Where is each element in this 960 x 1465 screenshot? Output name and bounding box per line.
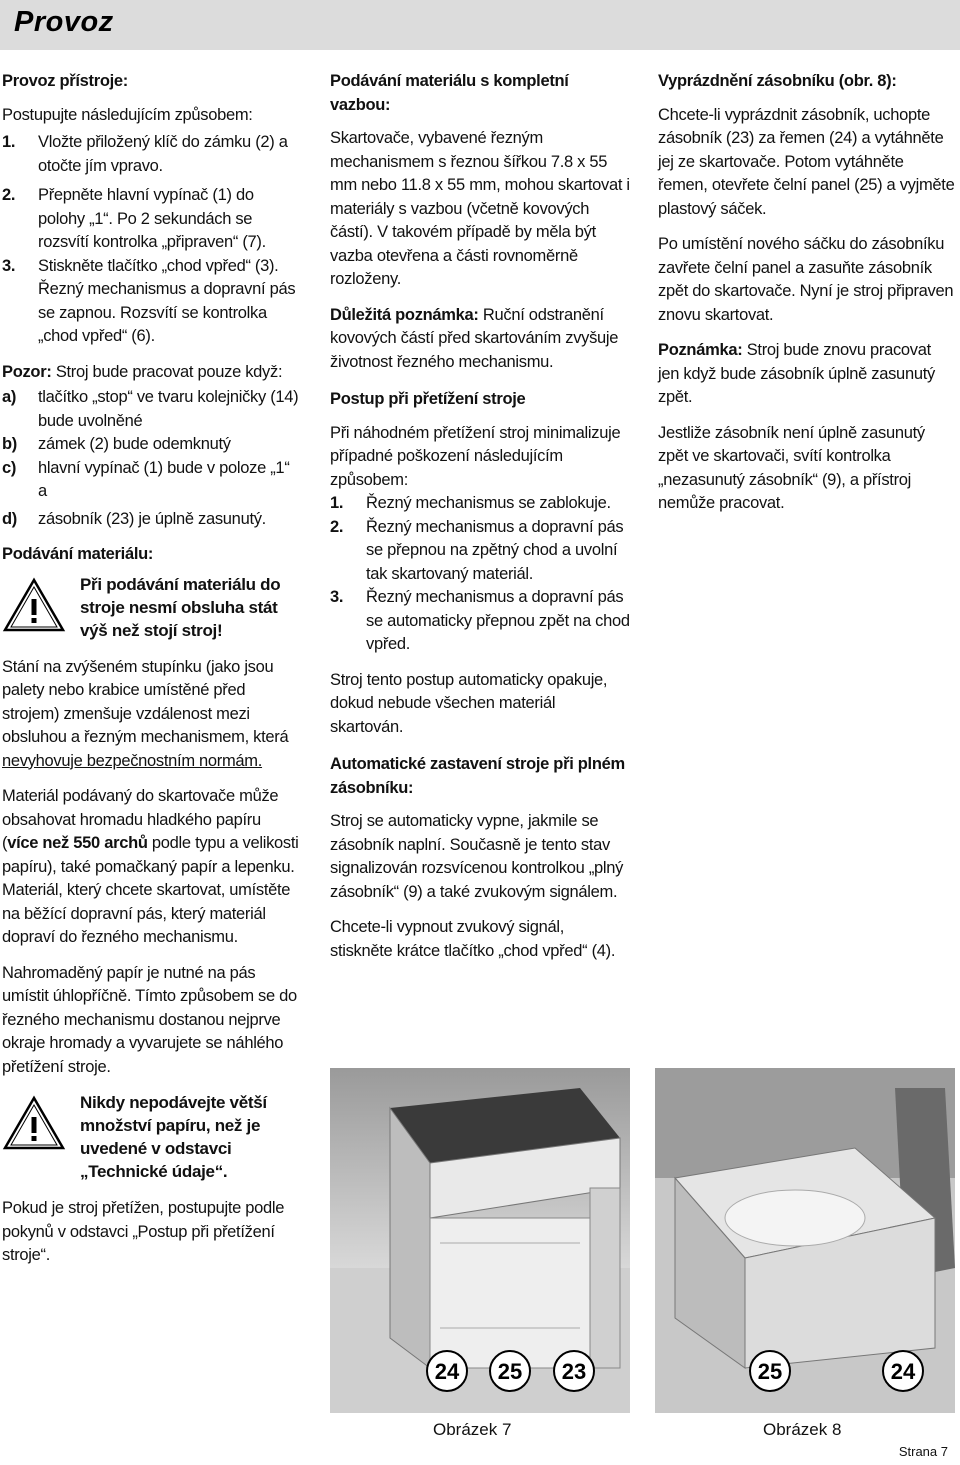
page-title: Provoz	[14, 6, 114, 38]
conditions-list	[2, 386, 300, 531]
svg-text:24: 24	[434, 1359, 460, 1384]
svg-text:24: 24	[890, 1359, 916, 1384]
heading-empty: Vyprázdnění zásobníku (obr. 8):	[658, 72, 897, 90]
heading-operation: Provoz přístroje:	[2, 72, 129, 90]
warning-text: Při podávání materiálu do stroje nesmí obsluha stát výš než stojí stroj!	[80, 574, 281, 640]
page-header	[0, 0, 960, 50]
paragraph: Důležitá poznámka: Ruční odstranění kovových částí před skartováním zvyšuje životnost řezného mechanismu.	[330, 305, 619, 371]
heading-overload: Postup při přetížení stroje	[330, 390, 526, 408]
heading-binding: Podávání materiálu s kompletní vazbou:	[330, 72, 569, 114]
paragraph: Jestliže zásobník není úplně zasunutý zpět ve skartovači, svítí kontrolka „nezasunutý zásobník“ (9), a přístroj nemůže pracovat.	[658, 423, 925, 512]
paragraph: Chcete-li vypnout zvukový signál, stiskněte krátce tlačítko „chod vpřed“ (4).	[330, 918, 616, 960]
list-item: 1. Řezný mechanismus se zablokuje.	[330, 494, 611, 512]
list-item: 3. Řezný mechanismus a dopravní pás se automaticky přepnou zpět na chod vpřed.	[330, 588, 630, 653]
list-item: d) zásobník (23) je úplně zasunutý.	[2, 509, 266, 528]
paragraph: Skartovače, vybavené řezným mechanismem s řeznou šířkou 7.8 x 55 mm nebo 11.8 x 55 mm, mohou skartovat i materiály s vazbou (včetně kovových částí). V takovém případě by měla být vazba otevřena a části rovnoměrně rozloženy.	[330, 129, 630, 288]
figure-7-caption: Obrázek 7	[433, 1420, 512, 1439]
svg-text:25: 25	[497, 1359, 523, 1384]
list-item: 1. Vložte přiložený klíč do zámku (2) a otočte jím vpravo.	[2, 133, 288, 175]
warning-icon	[2, 1091, 80, 1159]
paragraph: Poznámka: Stroj bude znovu pracovat jen když bude zásobník úplně zasunutý zpět.	[658, 341, 935, 406]
paragraph: Materiál podávaný do skartovače může obsahovat hromadu hladkého papíru (více než 550 archů podle typu a velikosti papíru), také pomačkaný papír a lepenku. Materiál, který chcete skartovat, umístěte na běžící dopravní pás, který materiál dopraví do řezného mechanismu.	[2, 787, 299, 946]
callout-25	[750, 1351, 790, 1391]
paragraph: Při náhodném přetížení stroj minimalizuje případné poškození následujícím způsobem:	[330, 423, 621, 489]
paragraph: Stroj tento postup automaticky opakuje, dokud nebude všechen materiál skartován.	[330, 670, 608, 736]
warning-text: Nikdy nepodávejte větší množství papíru, než je uvedené v odstavci „Technické údaje“.	[80, 1093, 267, 1181]
paragraph: Stání na zvýšeném stupínku (jako jsou palety nebo krabice umístěné před strojem) zmenšuje vzdálenost mezi obsluhou a řezným mechanismem, která nevyhovuje bezpečnostním normám.	[2, 657, 289, 770]
svg-text:25: 25	[757, 1359, 783, 1384]
list-item: c) hlavní vypínač (1) bude v poloze „1“ a	[2, 458, 290, 500]
callout-24	[427, 1351, 467, 1391]
overload-list	[330, 492, 630, 657]
paragraph: Nahromaděný papír je nutné na pás umístit úhlopříčně. Tímto způsobem se do řezného mechanismu dostanou nejprve okraje hromady a vyvarujete se náhlého přetížení stroje.	[2, 963, 297, 1076]
paragraph: Po umístění nového sáčku do zásobníku zavřete čelní panel a zasuňte zásobník zpět do skartovače. Nyní je stroj připraven znovu skartovat.	[658, 235, 954, 324]
list-item: a) tlačítko „stop“ ve tvaru kolejničky (14) bude uvolněné	[2, 388, 299, 430]
callout-23	[554, 1351, 594, 1391]
column-1	[2, 70, 300, 1280]
paragraph: Pokud je stroj přetížen, postupujte podle pokynů v odstavci „Postup při přetížení stroje“.	[2, 1199, 285, 1264]
warning-box	[2, 573, 300, 642]
intro-text: Postupujte následujícím způsobem:	[2, 105, 253, 124]
heading-feeding: Podávání materiálu:	[2, 545, 154, 563]
list-item: b) zámek (2) bude odemknutý	[2, 435, 231, 453]
list-item: 3. Stiskněte tlačítko „chod vpřed“ (3). Řezný mechanismus a dopravní pás se zapnou. Rozsvítí se kontrolka „chod vpřed“ (6).	[2, 256, 296, 345]
steps-list	[2, 131, 300, 349]
heading-autostop: Automatické zastavení stroje při plném zásobníku:	[330, 755, 625, 797]
column-3	[658, 70, 956, 528]
page-number: Strana 7	[898, 1444, 948, 1459]
pozor-note: Pozor: Stroj bude pracovat pouze když:	[2, 362, 283, 381]
callout-25	[490, 1351, 530, 1391]
paragraph: Chcete-li vyprázdnit zásobník, uchopte zásobník (23) za řemen (24) a vytáhněte jej ze skartovače. Potom vytáhněte řemen, otevřete čelní panel (25) a vyjměte plastový sáček.	[658, 105, 955, 218]
figure-7-photo	[330, 1068, 630, 1413]
column-2	[330, 70, 630, 975]
list-item: 2. Přepněte hlavní vypínač (1) do polohy „1“. Po 2 sekundách se rozsvítí kontrolka „připraven“ (7).	[2, 186, 266, 251]
warning-box	[2, 1091, 300, 1183]
callout-24	[883, 1351, 923, 1391]
list-item: 2. Řezný mechanismus a dopravní pás se přepnou na zpětný chod a uvolní tak skartovaný materiál.	[330, 517, 624, 583]
warning-icon	[2, 573, 80, 641]
paragraph: Stroj se automaticky vypne, jakmile se zásobník naplní. Současně je tento stav signalizován rozsvícenou kontrolkou „plný zásobník“ (9) a také zvukovým signálem.	[330, 812, 624, 901]
svg-text:23: 23	[561, 1359, 587, 1384]
figure-8-caption: Obrázek 8	[763, 1420, 842, 1439]
figure-8-photo	[655, 1068, 955, 1413]
